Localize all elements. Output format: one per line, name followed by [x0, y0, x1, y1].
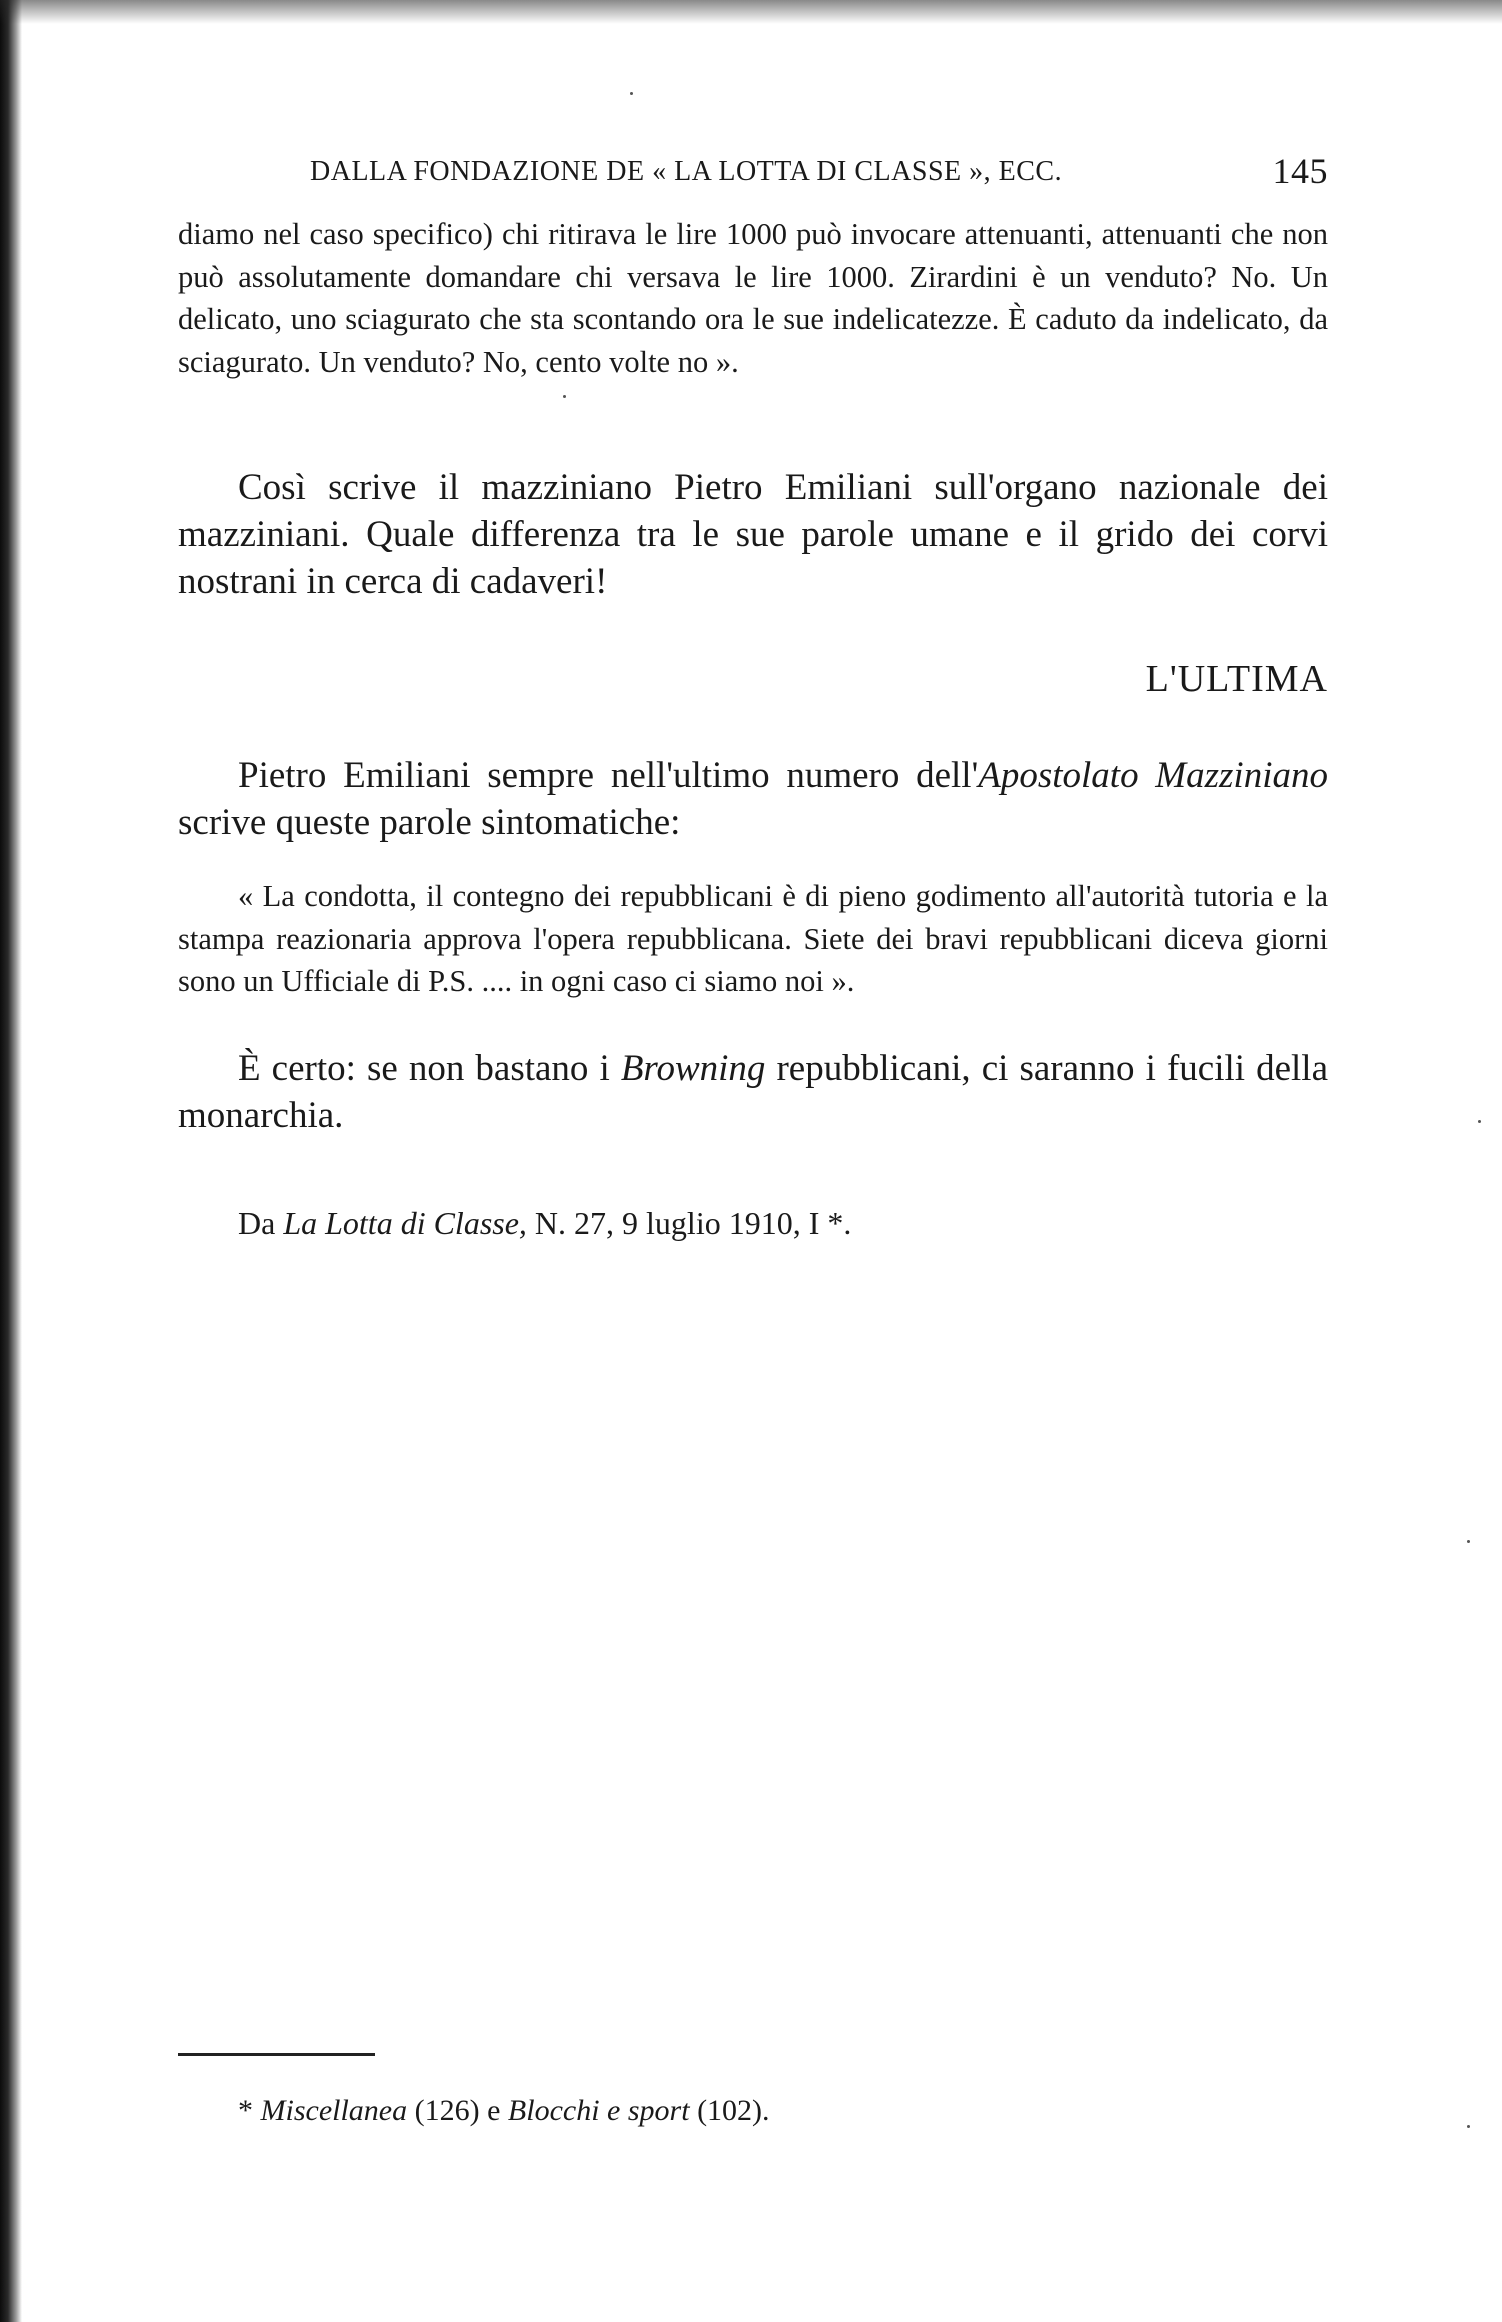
section-title: L'ULTIMA	[1145, 658, 1328, 700]
quote-2: « La condotta, il contegno dei repubblicani è di pieno godimento all'autorità tutoria e la stampa reazionaria approva l'opera repubblicana. Siete dei bravi repubblicani diceva giorni sono un Ufficiale di P.S. .... in ogni caso ci siamo noi ».	[178, 879, 1328, 998]
paragraph-2	[178, 752, 1328, 846]
scan-left-edge-shadow	[0, 0, 22, 2322]
running-head-title: DALLA FONDAZIONE DE « LA LOTTA DI CLASSE », ECC.	[310, 156, 1063, 187]
footnote-rule	[178, 2053, 375, 2056]
quote-continued: diamo nel caso specifico) chi ritirava le lire 1000 può invocare attenuanti, attenuanti che non può assolutamente domandare chi versava le lire 1000. Zirardini è un venduto? No. Un delicato, uno sciagurato che sta scontando ora le sue indelicatezze. È caduto da indelicato, da sciagurato. Un venduto? No, cento volte no ».	[178, 217, 1328, 379]
source-journal-title: La Lotta di Classe,	[283, 1205, 527, 1241]
scan-speck	[563, 395, 566, 398]
paragraph-3-text: È certo: se non bastano i	[238, 1048, 621, 1089]
paragraph-3-italic-word: Browning	[620, 1048, 766, 1089]
footnote-title-2: Blocchi e sport	[507, 2094, 690, 2127]
footnote-end: (102).	[689, 2094, 770, 2127]
paragraph-3	[178, 1045, 1328, 1139]
source-details: N. 27, 9 luglio 1910, I *.	[526, 1205, 852, 1241]
page-number: 145	[1272, 151, 1328, 191]
scan-top-edge-shadow	[0, 0, 1502, 24]
source-prefix: Da	[238, 1205, 284, 1241]
paragraph-2-text-end: scrive queste parole sintomatiche:	[178, 802, 681, 843]
scan-speck	[1478, 1120, 1481, 1123]
footnote-middle: (126) e	[407, 2094, 508, 2127]
running-head	[178, 150, 1328, 194]
paragraph-3-text-end: repubblicani, ci saranno i fucili della monarchia.	[178, 1048, 1329, 1136]
scan-speck	[1467, 2125, 1470, 2128]
scan-speck	[630, 92, 633, 95]
footnote-title-1: Miscellanea	[260, 2094, 408, 2127]
source-citation	[238, 1205, 851, 1242]
scan-speck	[1467, 1540, 1470, 1543]
paragraph-1: Così scrive il mazziniano Pietro Emiliani sull'organo nazionale dei mazziniani. Quale differenza tra le sue parole umane e il grido dei corvi nostrani in cerca di cadaveri!	[178, 467, 1328, 602]
paragraph-2-text: Pietro Emiliani sempre nell'ultimo numero dell'	[238, 755, 979, 796]
paragraph-2-italic-title: Apostolato Mazziniano	[978, 755, 1328, 796]
footnote-marker: *	[238, 2094, 261, 2127]
footnote	[238, 2094, 770, 2128]
